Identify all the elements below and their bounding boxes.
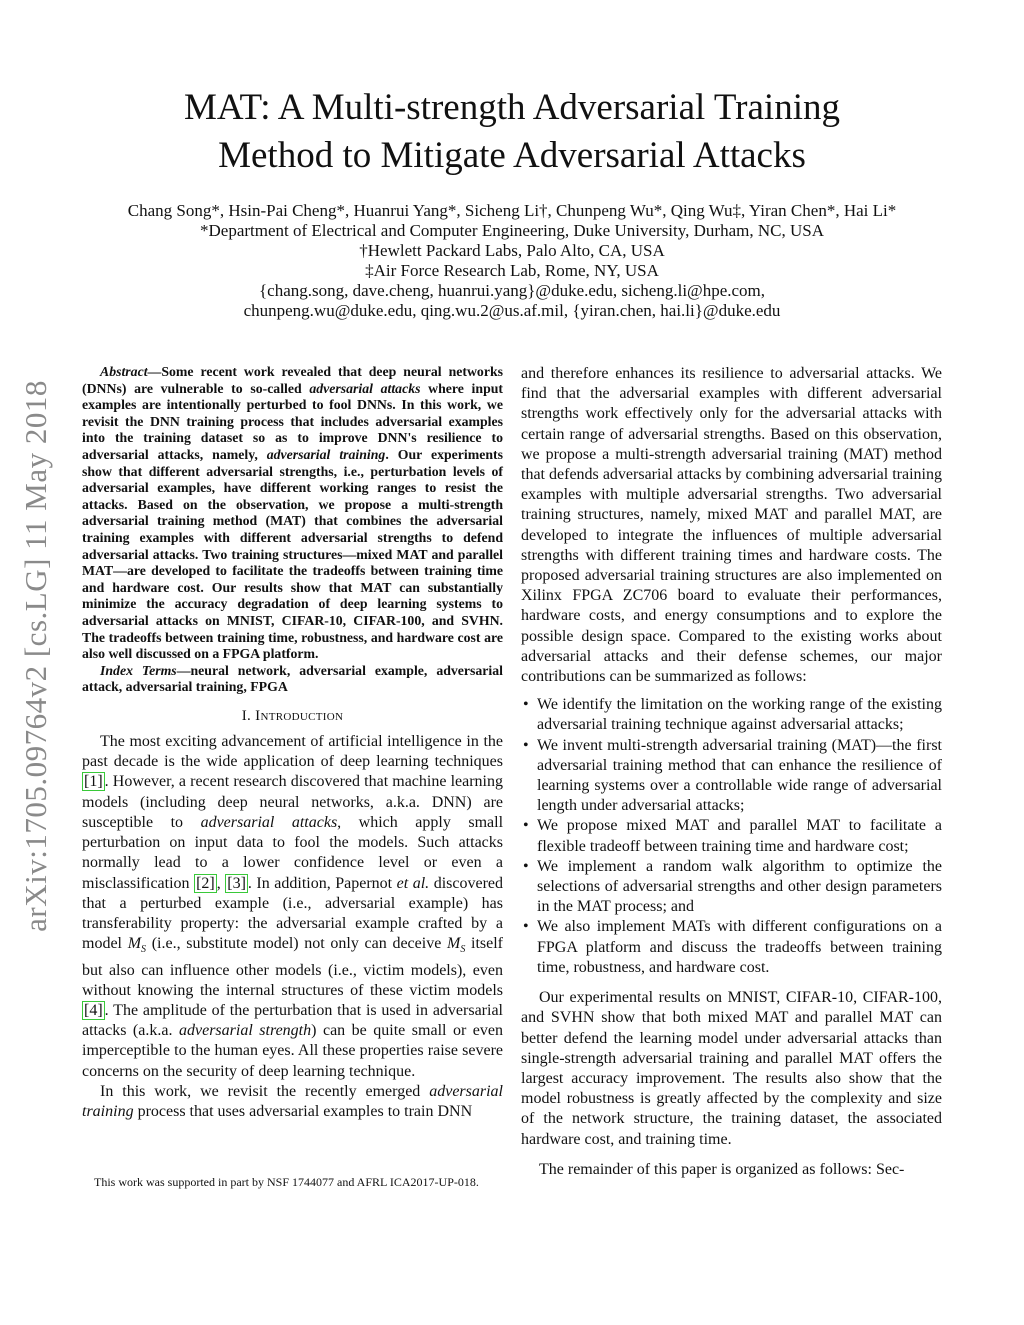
list-item: • We implement a random walk algorithm to optimize the selections of adversarial strengths and other design parameters in the MAT process; and xyxy=(521,857,942,918)
list-item: • We also implement MATs with different configurations on a FPGA platform and discuss the tradeoffs between training time, robustness, and hardware cost. xyxy=(521,917,942,978)
citation-link-1[interactable]: [1] xyxy=(84,773,103,791)
left-column xyxy=(82,364,503,1122)
citation-link-2[interactable]: [2] xyxy=(196,874,215,892)
math-ms-1: $M_S$ xyxy=(127,935,147,956)
paper-title xyxy=(110,84,914,180)
footnote-text: This work was supported in part by NSF 1744077 and AFRL ICA2017-UP-018. xyxy=(94,1175,479,1189)
list-item: • We propose mixed MAT and parallel MAT to facilitate a flexible tradeoff between training time and hardware cost; xyxy=(521,816,942,856)
right-paragraph-3: The remainder of this paper is organized as follows: Sec- xyxy=(539,1160,905,1178)
section-title: Introduction xyxy=(255,707,344,724)
intro-paragraph-2: In this work, we revisit the recently emerged adversarial training process that uses adversarial examples to train DNN xyxy=(82,1082,503,1120)
index-terms xyxy=(82,663,503,696)
affiliation-afrl: ‡Air Force Research Lab, Rome, NY, USA xyxy=(365,261,659,280)
abstract xyxy=(82,364,503,663)
email-line-1: {chang.song, dave.cheng, huanrui.yang}@duke.edu, sicheng.li@hpe.com, xyxy=(258,281,766,300)
author-block xyxy=(70,201,954,321)
affiliation-hp: †Hewlett Packard Labs, Palo Alto, CA, USA xyxy=(359,241,665,260)
title-line-1: MAT: A Multi-strength Adversarial Training xyxy=(184,87,840,128)
citation-link-3[interactable]: [3] xyxy=(227,874,246,892)
index-terms-label: Index Terms xyxy=(100,662,177,678)
abstract-text-3: . Our experiments show that different adversarial strengths, i.e., perturbation levels of adversarial examples, have different working ranges to resist the attacks. Based on the observation, we propose a multi-strength adversarial training method (MAT) that combines the adversarial training examples with different adversarial strengths to defend adversarial attacks. Two training structures—mixed MAT and parallel MAT—are developed to facilitate the tradeoffs between training time and hardware cost. Our results show that MAT can substantially minimize the accuracy degradation of deep learning systems to adversarial attacks on MNIST, CIFAR-10, CIFAR-100, and SVHN. The tradeoffs between training time, robustness, and hardware cost are also well discussed on a FPGA platform. xyxy=(82,446,504,662)
right-paragraph-1: and therefore enhances its resilience to adversarial attacks. We find that the adversarial examples with different adversarial strengths work effectively only for the adversarial attacks with certain range of adversarial strengths. Based on this observation, we propose a multi-strength adversarial training (MAT) method that defends adversarial attacks by combining adversarial training examples with multiple adversarial strengths. Two adversarial training structures, namely, mixed MAT and parallel MAT, are developed to integrate the influences of multiple adversarial strengths with different training times and hardware costs. The proposed adversarial training structures are also implemented on Xilinx FPGA ZC706 board to evaluate their performances, hardware costs, and energy consumptions and to explore the possible design space. Compared to the existing works about adversarial attacks and their defense schemes, our major contributions can be summarized as follows: xyxy=(521,365,942,686)
section-number: I. xyxy=(241,707,256,724)
citation-link-4[interactable]: [4] xyxy=(84,1001,103,1019)
abstract-text-2: where input examples are intentionally perturbed to fool DNNs. In this work, we revisit the DNN training process that includes adversarial examples into the training dataset so as to improve DNN's resilience to adversarial attacks, namely, xyxy=(82,380,504,462)
list-item: • We identify the limitation on the working range of the existing adversarial training technique against adversarial attacks; xyxy=(521,695,942,735)
right-paragraph-2: Our experimental results on MNIST, CIFAR-10, CIFAR-100, and SVHN show that both mixed MAT and parallel MAT can better defend the learning model under adversarial attacks than single-strength adversarial training and parallel MAT offers the largest accuracy improvement. The results also show that the model robustness is greatly affected by the complexity and size of the network structure, the training dataset, the associated hardware cost, and training time. xyxy=(521,989,942,1148)
footnote xyxy=(82,1174,503,1190)
abstract-text-1: —Some recent work revealed that deep neural networks (DNNs) are vulnerable to so-called xyxy=(82,364,503,396)
author-names: Chang Song*, Hsin-Pai Cheng*, Huanrui Yang*, Sicheng Li†, Chunpeng Wu*, Qing Wu‡, Yiran Chen*, Hai Li* xyxy=(127,201,897,220)
email-line-2: chunpeng.wu@duke.edu, qing.wu.2@us.af.mil, {yiran.chen, hai.li}@duke.edu xyxy=(243,301,781,320)
abstract-emphasis-2: adversarial training xyxy=(266,446,386,462)
right-column xyxy=(521,364,942,1180)
title-line-2: Method to Mitigate Adversarial Attacks xyxy=(218,135,806,176)
abstract-emphasis-1: adversarial attacks xyxy=(309,380,421,396)
arxiv-stamp-text: arXiv:1705.09764v2 [cs.LG] 11 May 2018 xyxy=(18,380,53,932)
contributions-list xyxy=(521,695,942,978)
index-terms-text: —neural network, adversarial example, adversarial attack, adversarial training, FPGA xyxy=(82,662,503,695)
abstract-label: Abstract xyxy=(100,364,148,379)
intro-paragraph-1: The most exciting advancement of artificial intelligence in the past decade is the wide application of deep learning techniques [1] . However, a recent research discovered that machine learning models (including deep neural networks, a.k.a. DNN) are susceptible to adversarial attacks, which apply small perturbation on input data to fool the models. Such attacks normally lead to a lower confidence level or even a misclassification [2] , [3] . In addition, Papernot et al. discovered that a perturbed example (i.e., adversarial example) has transferability property: the adversarial example crafted by a model $M_S$ (i.e., substitute model) not only can deceive $M_S$ itself but also can influence other models (i.e., victim models), even without knowing the internal structures of these victim models [4] . The amplitude of the perturbation that is used in adversarial attacks (a.k.a. adversarial strength) can be quite small or even imperceptible to the human eyes. All these properties raise severe concerns on the security of deep learning technique. xyxy=(82,733,504,1080)
affiliation-duke: *Department of Electrical and Computer Engineering, Duke University, Durham, NC, USA xyxy=(200,221,824,240)
list-item: • We invent multi-strength adversarial training (MAT)—the first adversarial training method that can enhance the resilience of learning systems over a controllable wide range of adversarial length under adversarial attacks; xyxy=(521,736,942,817)
math-ms-2: $M_S$ xyxy=(446,935,466,956)
section-heading-introduction xyxy=(82,706,503,726)
